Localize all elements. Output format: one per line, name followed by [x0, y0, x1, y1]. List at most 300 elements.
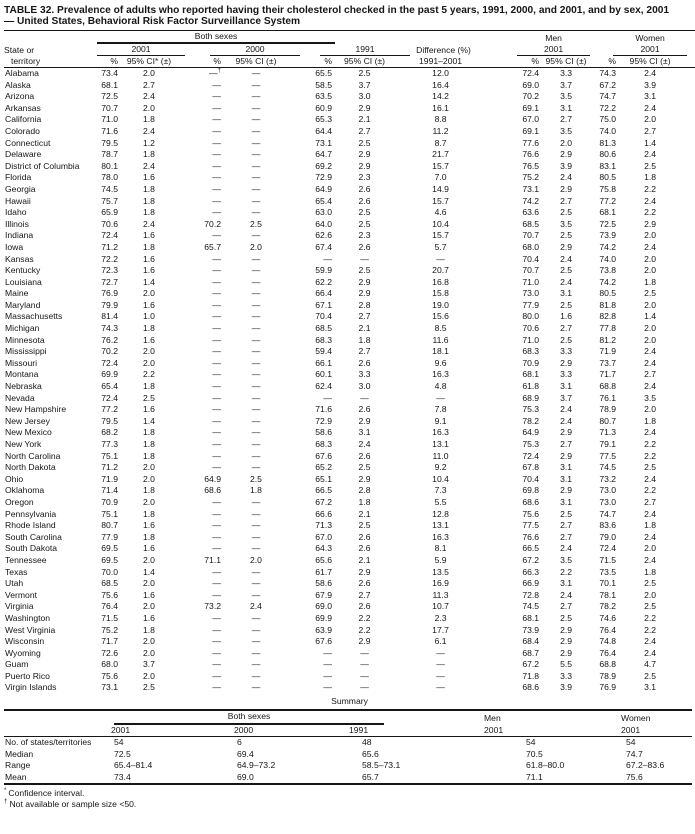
- value-cell: 67.2: [522, 554, 540, 565]
- table-row: [4, 636, 695, 648]
- table-row: [4, 369, 695, 381]
- value-cell: —: [212, 415, 221, 426]
- value-cell: 63.5: [315, 91, 332, 102]
- value-cell: 69.2: [315, 160, 332, 171]
- state-name: Wisconsin: [5, 636, 45, 647]
- value-cell: 72.9: [315, 172, 332, 183]
- value-cell: 76.4: [599, 624, 617, 635]
- value-cell: 65.4: [101, 381, 118, 392]
- table-row: [4, 393, 695, 405]
- value-cell: 3.1: [560, 462, 573, 473]
- value-cell: —: [251, 91, 261, 102]
- value-cell: 2.0: [143, 102, 155, 113]
- value-cell: 79.9: [101, 299, 118, 310]
- value-cell: 2.2: [644, 439, 657, 449]
- value-cell: —: [360, 682, 369, 693]
- summary-value: 69.4: [237, 748, 254, 759]
- summary-value: 65.7: [362, 771, 379, 782]
- value-cell: 2.0: [143, 346, 155, 357]
- value-cell: 80.7: [599, 415, 617, 426]
- value-cell: 68.5: [101, 578, 118, 589]
- value-cell: 2.0: [250, 241, 262, 252]
- value-cell: 2.4: [358, 439, 371, 449]
- value-cell: 10.7: [432, 601, 449, 612]
- table-title: TABLE 32. Prevalence of adults who reported having their cholesterol checked in the past 5 years, 1991, 2000, and 2001, and by sex, 2001 — United States, Behavioral Risk Factor Surveillance System: [4, 5, 670, 27]
- value-cell: 2.5: [358, 207, 371, 218]
- value-cell: 66.3: [522, 566, 540, 577]
- state-name: Minnesota: [5, 334, 45, 345]
- summary-value: 67.2–83.6: [626, 760, 665, 771]
- value-cell: 13.1: [432, 520, 449, 531]
- state-name: Tennessee: [5, 554, 47, 565]
- value-cell: 2.9: [358, 566, 371, 577]
- value-cell: 2.5: [358, 137, 371, 148]
- value-cell: 5.5: [560, 659, 573, 670]
- value-cell: —: [323, 253, 332, 264]
- footnote-marker: †: [4, 797, 8, 805]
- value-cell: 3.7: [560, 392, 573, 403]
- value-cell: 68.1: [522, 612, 540, 623]
- value-cell: 76.1: [599, 392, 617, 403]
- value-cell: 1.8: [143, 508, 155, 519]
- value-cell: 2.9: [358, 636, 371, 647]
- value-cell: 15.8: [432, 288, 449, 299]
- value-cell: 73.9: [522, 624, 540, 635]
- summary-value: 65.6: [362, 748, 379, 759]
- value-cell: 75.2: [101, 624, 118, 635]
- value-cell: —: [251, 172, 261, 183]
- summary-year-2000: 2000: [234, 725, 349, 737]
- value-cell: 75.8: [599, 183, 617, 194]
- value-cell: 67.2: [315, 496, 332, 507]
- women-group-header: Women: [635, 33, 665, 43]
- table-row: [4, 196, 695, 208]
- value-cell: 2.9: [358, 160, 371, 171]
- summary-value: 71.1: [526, 771, 543, 782]
- state-name: Arkansas: [5, 102, 41, 113]
- summary-heading: Summary: [331, 696, 368, 707]
- value-cell: —: [212, 311, 221, 322]
- value-cell: 2.6: [358, 601, 371, 612]
- value-cell: —: [323, 392, 332, 403]
- value-cell: 11.6: [432, 334, 449, 345]
- value-cell: 78.2: [522, 415, 540, 426]
- value-cell: —: [436, 392, 445, 403]
- value-cell: 69.0: [315, 601, 332, 612]
- table-row: [4, 254, 695, 266]
- table-row: [4, 567, 695, 579]
- value-cell: 75.3: [522, 404, 540, 415]
- value-cell: 64.7: [315, 149, 332, 160]
- value-cell: 2.0: [644, 253, 657, 264]
- value-cell: 67.8: [522, 462, 540, 473]
- value-cell: 71.5: [599, 554, 617, 565]
- value-cell: 68.0: [101, 659, 118, 670]
- table-row: [4, 485, 695, 497]
- value-cell: 2.0: [560, 137, 573, 148]
- value-cell: 71.5: [101, 612, 118, 623]
- value-cell: 67.6: [315, 636, 332, 647]
- value-cell: 2.0: [143, 636, 155, 647]
- value-cell: 67.1: [315, 299, 332, 310]
- value-cell: 2.9: [358, 415, 371, 426]
- value-cell: 74.6: [599, 612, 617, 623]
- summary-row: [4, 760, 692, 772]
- value-cell: 9.2: [434, 462, 447, 473]
- value-cell: 60.9: [315, 102, 332, 113]
- value-cell: —: [323, 682, 332, 693]
- value-cell: 66.5: [522, 543, 540, 554]
- value-cell: 1.0: [143, 311, 155, 322]
- value-cell: 2.7: [560, 323, 573, 334]
- value-cell: 9.6: [434, 357, 447, 368]
- year-2001-women: 2001: [613, 44, 687, 56]
- value-cell: —: [212, 334, 221, 345]
- value-cell: 3.3: [560, 670, 573, 681]
- value-cell: —: [251, 647, 261, 658]
- value-cell: 74.0: [599, 125, 617, 136]
- summary-header: [4, 710, 692, 737]
- state-name: Alaska: [5, 79, 31, 90]
- value-cell: 2.7: [358, 125, 371, 136]
- value-cell: 15.7: [432, 195, 449, 206]
- value-cell: 21.7: [432, 149, 449, 160]
- summary-year-2001-women: 2001: [621, 725, 692, 737]
- value-cell: 78.2: [599, 601, 617, 612]
- value-cell: 2.3: [434, 612, 447, 623]
- summary-value: 54: [114, 737, 124, 748]
- table-row: [4, 300, 695, 312]
- summary-year-2001: 2001: [111, 725, 234, 737]
- value-cell: 68.6: [204, 485, 221, 496]
- value-cell: —: [212, 137, 221, 148]
- value-cell: 64.4: [315, 125, 332, 136]
- state-name: Iowa: [5, 241, 24, 252]
- table-row: [4, 161, 695, 173]
- summary-women-header: Women: [621, 713, 651, 724]
- value-cell: 70.7: [522, 265, 540, 276]
- value-cell: 73.8: [599, 265, 617, 276]
- value-cell: 1.4: [143, 566, 155, 577]
- value-cell: 72.9: [315, 415, 332, 426]
- value-cell: 2.0: [143, 496, 155, 507]
- value-cell: 68.1: [101, 79, 118, 90]
- value-cell: 2.5: [560, 612, 573, 623]
- value-cell: 15.7: [432, 160, 449, 171]
- table-row: [4, 149, 695, 161]
- value-cell: —: [436, 670, 445, 681]
- summary-value: 54: [526, 737, 536, 748]
- value-cell: 68.8: [599, 381, 617, 392]
- value-cell: 72.7: [101, 276, 118, 287]
- value-cell: 78.7: [101, 149, 118, 160]
- pct-header: %: [97, 56, 121, 68]
- state-name: Idaho: [5, 207, 27, 218]
- value-cell: —: [251, 102, 261, 113]
- table-row: [4, 520, 695, 532]
- value-cell: 75.6: [101, 670, 118, 681]
- value-cell: —: [360, 670, 369, 681]
- value-cell: —: [251, 450, 261, 461]
- value-cell: 3.1: [560, 102, 573, 113]
- value-cell: —: [251, 520, 261, 531]
- table-row: [4, 311, 695, 323]
- value-cell: 11.0: [432, 450, 449, 461]
- value-cell: —: [251, 369, 261, 380]
- summary-label: Mean: [5, 771, 27, 782]
- value-cell: 1.6: [143, 404, 155, 415]
- value-cell: 72.2: [101, 253, 118, 264]
- value-cell: 62.6: [315, 230, 332, 241]
- state-name: Colorado: [5, 125, 40, 136]
- value-cell: 1.6: [143, 520, 155, 531]
- value-cell: 76.4: [101, 601, 118, 612]
- value-cell: 2.4: [143, 218, 155, 229]
- value-cell: 69.1: [522, 102, 540, 113]
- value-cell: —: [251, 589, 261, 600]
- value-cell: 2.5: [143, 392, 155, 403]
- table-row: [4, 265, 695, 277]
- value-cell: —: [251, 323, 261, 334]
- table-row: [4, 103, 695, 115]
- table-row: [4, 346, 695, 358]
- value-cell: 2.5: [250, 218, 262, 229]
- value-cell: 76.2: [101, 334, 118, 345]
- table-row: [4, 91, 695, 103]
- value-cell: 5.5: [434, 496, 447, 507]
- ci-header: 95% CI (±): [335, 56, 410, 68]
- value-cell: 3.1: [560, 578, 573, 589]
- value-cell: 4.7: [644, 659, 657, 670]
- value-cell: 2.0: [143, 357, 155, 368]
- value-cell: 4.6: [434, 207, 447, 218]
- value-cell: 2.1: [358, 554, 371, 565]
- value-cell: 78.9: [599, 404, 617, 415]
- value-cell: 61.8: [522, 381, 540, 392]
- value-cell: 2.2: [143, 369, 155, 380]
- value-cell: —: [251, 346, 261, 357]
- value-cell: 78.1: [599, 589, 617, 600]
- unit-header-row: [4, 56, 695, 68]
- value-cell: 2.6: [358, 195, 371, 206]
- value-cell: 71.6: [101, 125, 118, 136]
- value-cell: —: [212, 531, 221, 542]
- value-cell: —: [251, 68, 261, 78]
- value-cell: 2.7: [358, 589, 371, 600]
- value-cell: 2.8: [358, 299, 371, 310]
- value-cell: 77.8: [599, 323, 617, 334]
- value-cell: 3.5: [560, 218, 573, 229]
- value-cell: 2.0: [143, 68, 155, 78]
- value-cell: 11.2: [432, 125, 449, 136]
- value-cell: —: [251, 682, 261, 693]
- value-cell: 2.9: [560, 183, 573, 194]
- value-cell: 69.9: [315, 612, 332, 623]
- value-cell: —: [212, 230, 221, 241]
- value-cell: 74.2: [599, 241, 617, 252]
- state-name: Delaware: [5, 149, 42, 160]
- state-name: New Mexico: [5, 427, 52, 438]
- state-name: Maine: [5, 288, 29, 299]
- table-row: [4, 207, 695, 219]
- year-header-row: [4, 44, 695, 56]
- table-row: [4, 219, 695, 231]
- value-cell: 66.9: [522, 578, 540, 589]
- value-cell: 3.1: [644, 91, 657, 102]
- value-cell: 68.6: [522, 496, 540, 507]
- value-cell: 2.6: [358, 543, 371, 554]
- value-cell: 7.0: [434, 172, 447, 183]
- value-cell: 3.7: [560, 79, 573, 90]
- table-row: [4, 138, 695, 150]
- value-cell: 73.0: [522, 288, 540, 299]
- value-cell: 1.6: [143, 299, 155, 310]
- value-cell: 2.7: [143, 79, 155, 90]
- value-cell: —: [251, 357, 261, 368]
- value-cell: 2.7: [560, 520, 573, 531]
- year-1991-bothsexes: 1991: [320, 44, 410, 56]
- value-cell: —: [251, 381, 261, 392]
- value-cell: 2.9: [560, 241, 573, 252]
- value-cell: 3.1: [560, 381, 573, 392]
- footnote-marker: *: [4, 787, 7, 795]
- value-cell: 64.9: [204, 473, 221, 484]
- summary-year-1991: 1991: [349, 725, 484, 737]
- value-cell: 3.3: [358, 369, 371, 380]
- value-cell: 68.5: [522, 218, 540, 229]
- value-cell: 2.2: [358, 624, 371, 635]
- state-name: Guam: [5, 659, 29, 670]
- value-cell: —: [212, 427, 221, 438]
- value-cell: 63.6: [522, 207, 540, 218]
- state-name: Alabama: [5, 68, 39, 78]
- table-row: [4, 80, 695, 92]
- value-cell: 71.9: [599, 346, 617, 357]
- prevalence-table: [4, 30, 695, 694]
- value-cell: —: [212, 520, 221, 531]
- state-name: New York: [5, 439, 42, 449]
- value-cell: —: [251, 311, 261, 322]
- value-cell: —: [212, 496, 221, 507]
- value-cell: 2.5: [644, 462, 657, 473]
- value-cell: 2.5: [644, 670, 657, 681]
- value-cell: 2.9: [358, 288, 371, 299]
- value-cell: 2.7: [560, 195, 573, 206]
- value-cell: 70.2: [522, 91, 540, 102]
- value-cell: 19.0: [432, 299, 449, 310]
- value-cell: 11.3: [432, 589, 449, 600]
- value-cell: 3.1: [644, 682, 657, 693]
- value-cell: 2.4: [644, 357, 657, 368]
- value-cell: 70.7: [101, 102, 118, 113]
- value-cell: 2.7: [560, 439, 573, 449]
- value-cell: 2.4: [250, 601, 262, 612]
- value-cell: 3.1: [560, 288, 573, 299]
- state-name: Montana: [5, 369, 39, 380]
- value-cell: 75.7: [101, 195, 118, 206]
- ci-header: 95% CI (±): [542, 56, 590, 68]
- value-cell: 1.8: [358, 496, 371, 507]
- value-cell: 67.2: [599, 79, 617, 90]
- state-name: Puerto Rico: [5, 670, 50, 681]
- value-cell: 14.2: [432, 91, 449, 102]
- table-row: [4, 68, 695, 80]
- value-cell: 2.2: [358, 612, 371, 623]
- value-cell: 2.4: [143, 91, 155, 102]
- state-name: Connecticut: [5, 137, 51, 148]
- value-cell: 72.5: [599, 218, 617, 229]
- value-cell: 2.9: [560, 624, 573, 635]
- value-cell: 68.7: [522, 647, 540, 658]
- state-name: Florida: [5, 172, 32, 183]
- value-cell: 2.9: [358, 473, 371, 484]
- value-cell: 10.4: [432, 473, 449, 484]
- state-name: Massachusetts: [5, 311, 63, 322]
- value-cell: 2.4: [560, 415, 573, 426]
- value-cell: —: [212, 578, 221, 589]
- value-cell: 2.5: [560, 207, 573, 218]
- state-name: Indiana: [5, 230, 34, 241]
- state-name: District of Columbia: [5, 160, 80, 171]
- value-cell: —: [212, 276, 221, 287]
- value-cell: 69.9: [101, 369, 118, 380]
- value-cell: 3.0: [358, 381, 371, 392]
- value-cell: —: [212, 508, 221, 519]
- value-cell: 77.2: [599, 195, 617, 206]
- value-cell: 2.7: [644, 125, 657, 136]
- pct-header: %: [485, 56, 542, 68]
- value-cell: 1.8: [644, 520, 657, 531]
- value-cell: 79.0: [599, 531, 617, 542]
- value-cell: 80.1: [101, 160, 118, 171]
- state-name: Georgia: [5, 183, 36, 194]
- value-cell: 2.5: [644, 578, 657, 589]
- value-cell: —: [212, 79, 221, 90]
- value-cell: —: [251, 114, 261, 125]
- state-name: Arizona: [5, 91, 35, 102]
- value-cell: 76.9: [599, 682, 617, 693]
- value-cell: 2.4: [644, 381, 657, 392]
- value-cell: 82.8: [599, 311, 617, 322]
- state-name: New Hampshire: [5, 404, 67, 415]
- value-cell: 73.0: [599, 485, 617, 496]
- value-cell: 72.2: [599, 102, 617, 113]
- value-cell: 2.1: [358, 323, 371, 334]
- value-cell: —: [212, 369, 221, 380]
- value-cell: 68.3: [315, 334, 332, 345]
- value-cell: 2.3: [358, 172, 371, 183]
- value-cell: —: [436, 647, 445, 658]
- value-cell: 79.5: [101, 137, 118, 148]
- value-cell: —: [251, 195, 261, 206]
- summary-row: [4, 772, 692, 785]
- value-cell: 78.0: [101, 172, 118, 183]
- value-cell: 2.0: [644, 589, 657, 600]
- value-cell: 73.2: [204, 601, 221, 612]
- value-cell: 2.2: [644, 612, 657, 623]
- summary-value: 75.6: [626, 771, 643, 782]
- value-cell: 64.3: [315, 543, 332, 554]
- value-cell: 72.3: [101, 265, 118, 276]
- value-cell: —: [212, 183, 221, 194]
- value-cell: 79.1: [599, 439, 617, 449]
- value-cell: 1.8: [143, 624, 155, 635]
- value-cell: 3.1: [560, 473, 573, 484]
- value-cell: 64.9: [315, 183, 332, 194]
- value-cell: —: [436, 253, 445, 264]
- table-row: [4, 381, 695, 393]
- value-cell: 1.8: [143, 381, 155, 392]
